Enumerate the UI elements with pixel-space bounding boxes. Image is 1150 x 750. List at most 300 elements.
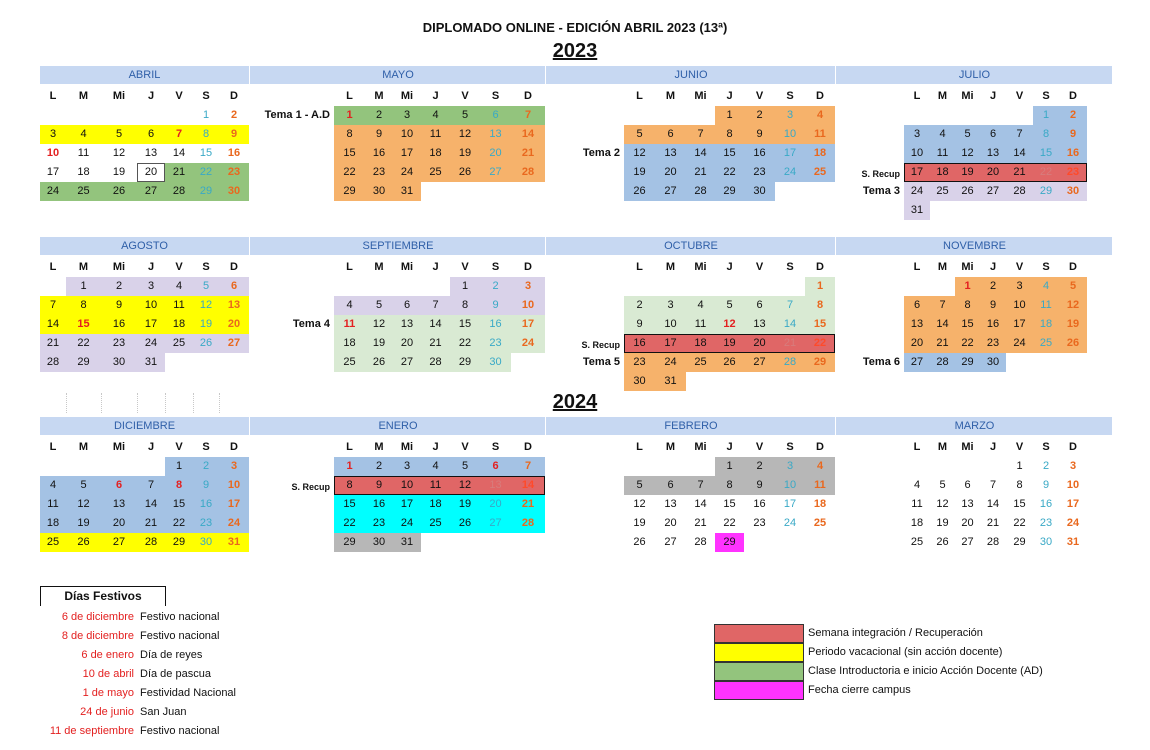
day-cell[interactable]: 9: [193, 476, 219, 495]
day-cell[interactable]: 18: [1033, 315, 1059, 334]
day-cell[interactable]: 23: [365, 163, 393, 182]
day-cell[interactable]: 4: [686, 296, 715, 315]
day-cell[interactable]: 30: [624, 372, 655, 391]
day-cell[interactable]: 22: [334, 163, 365, 182]
day-cell[interactable]: 15: [715, 144, 744, 163]
day-cell[interactable]: 26: [193, 334, 219, 353]
day-cell[interactable]: 20: [219, 315, 249, 334]
day-cell[interactable]: 30: [1039, 536, 1053, 548]
day-cell[interactable]: 21: [686, 163, 715, 182]
day-cell[interactable]: 10: [904, 144, 930, 163]
day-cell[interactable]: 26: [66, 533, 101, 552]
day-cell[interactable]: 8: [1033, 125, 1059, 144]
day-cell[interactable]: 27: [980, 182, 1006, 201]
day-cell[interactable]: 18: [421, 144, 450, 163]
day-cell[interactable]: 15: [165, 495, 193, 514]
day-cell[interactable]: 12: [715, 315, 744, 334]
day-cell[interactable]: 4: [165, 277, 193, 296]
day-cell[interactable]: 19: [955, 163, 980, 182]
day-cell[interactable]: 12: [936, 498, 949, 510]
day-cell[interactable]: 3: [775, 106, 805, 125]
day-cell[interactable]: 21: [775, 334, 805, 353]
day-cell[interactable]: 7: [511, 457, 545, 476]
day-cell[interactable]: 30: [480, 353, 511, 372]
day-cell[interactable]: 14: [40, 315, 66, 334]
day-cell[interactable]: 3: [219, 457, 249, 476]
day-cell[interactable]: 11: [421, 125, 450, 144]
day-cell[interactable]: 14: [686, 144, 715, 163]
day-cell[interactable]: 12: [624, 144, 655, 163]
day-cell[interactable]: 12: [112, 147, 126, 159]
day-cell[interactable]: 10: [1066, 479, 1080, 491]
day-cell[interactable]: 31: [393, 182, 421, 201]
day-cell[interactable]: 19: [1059, 315, 1087, 334]
day-cell[interactable]: 10: [393, 476, 421, 495]
day-cell[interactable]: 16: [1059, 144, 1087, 163]
day-cell[interactable]: 6: [655, 125, 686, 144]
day-cell[interactable]: 28: [165, 182, 193, 201]
day-cell[interactable]: 27: [480, 514, 511, 533]
day-cell[interactable]: 5: [1059, 277, 1087, 296]
day-cell[interactable]: 5: [365, 296, 393, 315]
day-cell[interactable]: 10: [1006, 296, 1033, 315]
day-cell[interactable]: 17: [393, 144, 421, 163]
day-cell[interactable]: 6: [904, 296, 930, 315]
day-cell[interactable]: 29: [165, 533, 193, 552]
day-cell[interactable]: 4: [66, 125, 101, 144]
day-cell[interactable]: 19: [193, 315, 219, 334]
day-cell[interactable]: 16: [1039, 498, 1053, 510]
day-cell[interactable]: 1: [66, 277, 101, 296]
day-cell[interactable]: 23: [480, 334, 511, 353]
day-cell[interactable]: 9: [624, 315, 655, 334]
day-cell[interactable]: 20: [980, 163, 1006, 182]
day-cell[interactable]: 29: [334, 533, 365, 552]
day-cell[interactable]: 9: [1042, 479, 1050, 491]
day-cell[interactable]: 23: [101, 334, 137, 353]
day-cell[interactable]: 24: [40, 182, 66, 201]
day-cell[interactable]: 2: [980, 277, 1006, 296]
day-cell[interactable]: 22: [805, 334, 835, 353]
day-cell[interactable]: 8: [193, 125, 219, 144]
day-cell[interactable]: 11: [911, 498, 923, 510]
day-cell[interactable]: 20: [744, 334, 775, 353]
day-cell[interactable]: 18: [165, 315, 193, 334]
day-cell[interactable]: 23: [365, 514, 393, 533]
day-cell[interactable]: 28: [421, 353, 450, 372]
day-cell[interactable]: 8: [715, 125, 744, 144]
day-cell[interactable]: 18: [421, 495, 450, 514]
day-cell[interactable]: 28: [511, 163, 545, 182]
day-cell[interactable]: 24: [511, 334, 545, 353]
day-cell[interactable]: 4: [334, 296, 365, 315]
day-cell[interactable]: 23: [1039, 517, 1053, 529]
day-cell[interactable]: 4: [805, 457, 835, 476]
day-cell[interactable]: 23: [1059, 163, 1087, 182]
day-cell[interactable]: 24: [904, 182, 930, 201]
day-cell[interactable]: 2: [193, 457, 219, 476]
day-cell[interactable]: 6: [480, 106, 511, 125]
day-cell[interactable]: 13: [219, 296, 249, 315]
day-cell[interactable]: 17: [137, 315, 165, 334]
day-cell[interactable]: 28: [511, 514, 545, 533]
day-cell[interactable]: 11: [805, 476, 835, 495]
day-cell[interactable]: 12: [66, 495, 101, 514]
day-cell[interactable]: 19: [450, 144, 480, 163]
day-cell[interactable]: 12: [193, 296, 219, 315]
day-cell[interactable]: 22: [193, 163, 219, 182]
day-cell[interactable]: 23: [193, 514, 219, 533]
day-cell[interactable]: 8: [955, 296, 980, 315]
day-cell[interactable]: 13: [144, 147, 158, 159]
day-cell[interactable]: 25: [813, 517, 827, 529]
day-cell[interactable]: 24: [137, 334, 165, 353]
day-cell[interactable]: 23: [753, 517, 766, 529]
day-cell[interactable]: 16: [624, 334, 655, 353]
day-cell[interactable]: 21: [40, 334, 66, 353]
day-cell[interactable]: 1: [334, 106, 365, 125]
day-cell[interactable]: 24: [1006, 334, 1033, 353]
day-cell[interactable]: 2: [1042, 460, 1050, 472]
day-cell[interactable]: 28: [40, 353, 66, 372]
day-cell[interactable]: 6: [480, 457, 511, 476]
day-cell[interactable]: 10: [775, 476, 805, 495]
day-cell[interactable]: 19: [450, 495, 480, 514]
day-cell[interactable]: 25: [334, 353, 365, 372]
day-cell[interactable]: 25: [686, 353, 715, 372]
day-cell[interactable]: 15: [450, 315, 480, 334]
day-cell[interactable]: 27: [744, 353, 775, 372]
day-cell[interactable]: 9: [101, 296, 137, 315]
day-cell[interactable]: 26: [936, 536, 949, 548]
day-cell[interactable]: 20: [904, 334, 930, 353]
day-cell[interactable]: 30: [365, 182, 393, 201]
day-cell[interactable]: 31: [1066, 536, 1080, 548]
day-cell[interactable]: 27: [393, 353, 421, 372]
day-cell[interactable]: 3: [40, 125, 66, 144]
day-cell[interactable]: 24: [775, 163, 805, 182]
day-cell[interactable]: 5: [193, 277, 219, 296]
day-cell[interactable]: 19: [66, 514, 101, 533]
day-cell[interactable]: 22: [955, 334, 980, 353]
day-cell[interactable]: 6: [101, 476, 137, 495]
day-cell[interactable]: 9: [365, 476, 393, 495]
day-cell[interactable]: 25: [40, 533, 66, 552]
day-cell[interactable]: 1: [715, 106, 744, 125]
day-cell[interactable]: 3: [904, 125, 930, 144]
day-cell[interactable]: 8: [450, 296, 480, 315]
day-cell[interactable]: 30: [219, 182, 249, 201]
day-cell[interactable]: 26: [633, 536, 646, 548]
day-cell[interactable]: 14: [421, 315, 450, 334]
day-cell[interactable]: 27: [961, 536, 974, 548]
day-cell[interactable]: 26: [365, 353, 393, 372]
day-cell[interactable]: 17: [783, 498, 797, 510]
day-cell[interactable]: 2: [744, 457, 775, 476]
day-cell[interactable]: 25: [930, 182, 955, 201]
day-cell[interactable]: 26: [101, 182, 137, 201]
day-cell[interactable]: 15: [334, 495, 365, 514]
day-cell[interactable]: 31: [393, 533, 421, 552]
day-cell[interactable]: 1: [450, 277, 480, 296]
day-cell[interactable]: 1: [1016, 460, 1023, 472]
day-cell[interactable]: 5: [66, 476, 101, 495]
day-cell[interactable]: 17: [1066, 498, 1080, 510]
day-cell[interactable]: 3: [1069, 460, 1077, 472]
day-cell[interactable]: 14: [1006, 144, 1033, 163]
day-cell[interactable]: 15: [199, 147, 213, 159]
day-cell[interactable]: 16: [753, 498, 766, 510]
day-cell[interactable]: 7: [686, 476, 715, 495]
day-cell[interactable]: 18: [910, 517, 924, 529]
day-cell[interactable]: 22: [1013, 517, 1026, 529]
day-cell[interactable]: 23: [219, 163, 249, 182]
day-cell[interactable]: 9: [219, 125, 249, 144]
day-cell[interactable]: 21: [511, 144, 545, 163]
day-cell[interactable]: 22: [715, 163, 744, 182]
day-cell[interactable]: 20: [393, 334, 421, 353]
day-cell[interactable]: 24: [393, 514, 421, 533]
day-cell[interactable]: 29: [805, 353, 835, 372]
day-cell[interactable]: 19: [365, 334, 393, 353]
day-cell[interactable]: 23: [624, 353, 655, 372]
day-cell[interactable]: 27: [137, 182, 165, 201]
day-cell[interactable]: 11: [805, 125, 835, 144]
day-cell[interactable]: 11: [930, 144, 955, 163]
day-cell[interactable]: 1: [334, 457, 365, 476]
day-cell[interactable]: 22: [1033, 163, 1059, 182]
day-cell[interactable]: 8: [805, 296, 835, 315]
day-cell[interactable]: 3: [655, 296, 686, 315]
day-cell[interactable]: 25: [1033, 334, 1059, 353]
day-cell[interactable]: 26: [624, 182, 655, 201]
day-cell[interactable]: 21: [165, 163, 193, 182]
day-cell[interactable]: 1: [805, 277, 835, 296]
day-cell[interactable]: 16: [365, 144, 393, 163]
day-cell[interactable]: 20: [480, 144, 511, 163]
day-cell[interactable]: 20: [480, 495, 511, 514]
day-cell[interactable]: 5: [624, 125, 655, 144]
day-cell[interactable]: 19: [633, 517, 646, 529]
day-cell[interactable]: 13: [744, 315, 775, 334]
day-cell[interactable]: 2: [480, 277, 511, 296]
day-cell[interactable]: 24: [1066, 517, 1080, 529]
day-cell[interactable]: 21: [694, 517, 707, 529]
day-cell[interactable]: 11: [334, 315, 365, 334]
day-cell[interactable]: 7: [775, 296, 805, 315]
day-cell[interactable]: 19: [112, 166, 126, 178]
day-cell[interactable]: 27: [101, 533, 137, 552]
day-cell[interactable]: 12: [450, 125, 480, 144]
day-cell[interactable]: 16: [101, 315, 137, 334]
day-cell[interactable]: 7: [930, 296, 955, 315]
day-cell[interactable]: 28: [930, 353, 955, 372]
day-cell[interactable]: 14: [172, 147, 186, 159]
day-cell[interactable]: 8: [1016, 479, 1023, 491]
day-cell[interactable]: 6: [655, 476, 686, 495]
day-cell[interactable]: 3: [137, 277, 165, 296]
day-cell[interactable]: 6: [744, 296, 775, 315]
day-cell[interactable]: 5: [450, 106, 480, 125]
day-cell[interactable]: 14: [694, 498, 707, 510]
day-cell[interactable]: 28: [694, 536, 707, 548]
day-cell[interactable]: 15: [955, 315, 980, 334]
day-cell[interactable]: 29: [1033, 182, 1059, 201]
day-cell[interactable]: 21: [421, 334, 450, 353]
day-cell[interactable]: 28: [686, 182, 715, 201]
day-cell[interactable]: 12: [1059, 296, 1087, 315]
day-cell[interactable]: 28: [775, 353, 805, 372]
day-cell[interactable]: 3: [393, 106, 421, 125]
day-cell[interactable]: 17: [775, 144, 805, 163]
day-cell[interactable]: 24: [655, 353, 686, 372]
day-cell[interactable]: 7: [989, 479, 997, 491]
day-cell[interactable]: 5: [450, 457, 480, 476]
day-cell[interactable]: 18: [77, 166, 90, 178]
day-cell[interactable]: 29: [1013, 536, 1026, 548]
day-cell[interactable]: 8: [66, 296, 101, 315]
day-cell[interactable]: 24: [393, 163, 421, 182]
day-cell[interactable]: 25: [805, 163, 835, 182]
day-cell[interactable]: 1: [202, 109, 210, 121]
day-cell[interactable]: 17: [393, 495, 421, 514]
day-cell[interactable]: 15: [66, 315, 101, 334]
day-cell[interactable]: 7: [40, 296, 66, 315]
day-cell[interactable]: 6: [219, 277, 249, 296]
day-cell[interactable]: 30: [1059, 182, 1087, 201]
day-cell[interactable]: 7: [511, 106, 545, 125]
day-cell[interactable]: 10: [511, 296, 545, 315]
day-cell[interactable]: 17: [46, 166, 60, 178]
day-cell[interactable]: 22: [66, 334, 101, 353]
day-cell[interactable]: 15: [723, 498, 736, 510]
day-cell[interactable]: 13: [904, 315, 930, 334]
day-cell[interactable]: 10: [775, 125, 805, 144]
day-cell[interactable]: 13: [480, 476, 511, 495]
day-cell[interactable]: 12: [955, 144, 980, 163]
day-cell[interactable]: 8: [334, 125, 365, 144]
day-cell[interactable]: 9: [1059, 125, 1087, 144]
day-cell[interactable]: 13: [101, 495, 137, 514]
day-cell[interactable]: 18: [805, 144, 835, 163]
day-cell[interactable]: 10: [219, 476, 249, 495]
day-cell[interactable]: 10: [137, 296, 165, 315]
day-cell[interactable]: 14: [137, 495, 165, 514]
day-cell[interactable]: 23: [980, 334, 1006, 353]
day-cell[interactable]: 29: [450, 353, 480, 372]
day-cell[interactable]: 8: [715, 476, 744, 495]
day-cell[interactable]: 17: [219, 495, 249, 514]
day-cell[interactable]: 15: [1033, 144, 1059, 163]
day-cell[interactable]: 7: [137, 476, 165, 495]
day-cell[interactable]: 16: [227, 147, 241, 159]
day-cell[interactable]: 21: [137, 514, 165, 533]
day-cell[interactable]: 2: [365, 106, 393, 125]
day-cell[interactable]: 29: [334, 182, 365, 201]
day-cell[interactable]: 11: [165, 296, 193, 315]
day-cell[interactable]: 7: [1006, 125, 1033, 144]
day-cell[interactable]: 24: [219, 514, 249, 533]
day-cell[interactable]: 9: [744, 125, 775, 144]
day-cell[interactable]: 4: [930, 125, 955, 144]
day-cell[interactable]: 26: [955, 182, 980, 201]
day-cell[interactable]: 26: [1059, 334, 1087, 353]
day-cell[interactable]: 4: [913, 479, 921, 491]
day-cell[interactable]: 1: [955, 277, 980, 296]
day-cell[interactable]: 25: [66, 182, 101, 201]
day-cell[interactable]: 9: [980, 296, 1006, 315]
day-cell[interactable]: 2: [365, 457, 393, 476]
day-cell[interactable]: 3: [393, 457, 421, 476]
day-cell[interactable]: 6: [137, 125, 165, 144]
day-cell[interactable]: 17: [511, 315, 545, 334]
day-cell[interactable]: 9: [365, 125, 393, 144]
day-cell[interactable]: 4: [40, 476, 66, 495]
day-cell[interactable]: 18: [686, 334, 715, 353]
day-cell[interactable]: 28: [137, 533, 165, 552]
day-cell[interactable]: 18: [334, 334, 365, 353]
day-cell[interactable]: 14: [511, 476, 545, 495]
day-cell[interactable]: 30: [193, 533, 219, 552]
day-cell[interactable]: 3: [1006, 277, 1033, 296]
day-cell[interactable]: 29: [193, 182, 219, 201]
day-cell[interactable]: 2: [1059, 106, 1087, 125]
day-cell[interactable]: 31: [904, 201, 930, 220]
day-cell[interactable]: 13: [980, 144, 1006, 163]
day-cell[interactable]: 6: [980, 125, 1006, 144]
day-cell[interactable]: 12: [450, 476, 480, 495]
day-cell[interactable]: 9: [480, 296, 511, 315]
day-cell[interactable]: 10: [393, 125, 421, 144]
day-cell[interactable]: 26: [450, 163, 480, 182]
day-cell[interactable]: 27: [904, 353, 930, 372]
day-cell[interactable]: 30: [980, 353, 1006, 372]
day-cell[interactable]: 18: [930, 163, 955, 182]
day-cell[interactable]: 4: [805, 106, 835, 125]
day-cell[interactable]: 16: [193, 495, 219, 514]
day-cell[interactable]: 5: [101, 125, 137, 144]
day-cell[interactable]: 6: [964, 479, 971, 491]
day-cell[interactable]: 20: [961, 517, 974, 529]
day-cell[interactable]: 26: [715, 353, 744, 372]
day-cell[interactable]: 19: [715, 334, 744, 353]
day-cell[interactable]: 27: [664, 536, 677, 548]
day-cell[interactable]: 11: [686, 315, 715, 334]
day-cell[interactable]: 4: [421, 106, 450, 125]
day-cell[interactable]: 3: [775, 457, 805, 476]
day-cell[interactable]: 12: [365, 315, 393, 334]
day-cell[interactable]: 20: [655, 163, 686, 182]
day-cell[interactable]: 17: [655, 334, 686, 353]
day-cell[interactable]: 6: [393, 296, 421, 315]
day-cell[interactable]: 7: [421, 296, 450, 315]
day-cell[interactable]: 29: [715, 533, 744, 552]
day-cell[interactable]: 17: [1006, 315, 1033, 334]
day-cell[interactable]: 2: [101, 277, 137, 296]
day-cell[interactable]: 8: [334, 476, 365, 495]
day-cell[interactable]: 27: [655, 182, 686, 201]
day-cell[interactable]: 22: [334, 514, 365, 533]
day-cell[interactable]: 14: [930, 315, 955, 334]
day-cell[interactable]: 18: [40, 514, 66, 533]
day-cell[interactable]: 19: [624, 163, 655, 182]
day-cell[interactable]: 31: [137, 353, 165, 372]
day-cell[interactable]: 1: [715, 457, 744, 476]
day-cell[interactable]: 22: [165, 514, 193, 533]
day-cell[interactable]: 11: [1033, 296, 1059, 315]
day-cell[interactable]: 20: [664, 517, 677, 529]
day-cell[interactable]: 13: [664, 498, 677, 510]
